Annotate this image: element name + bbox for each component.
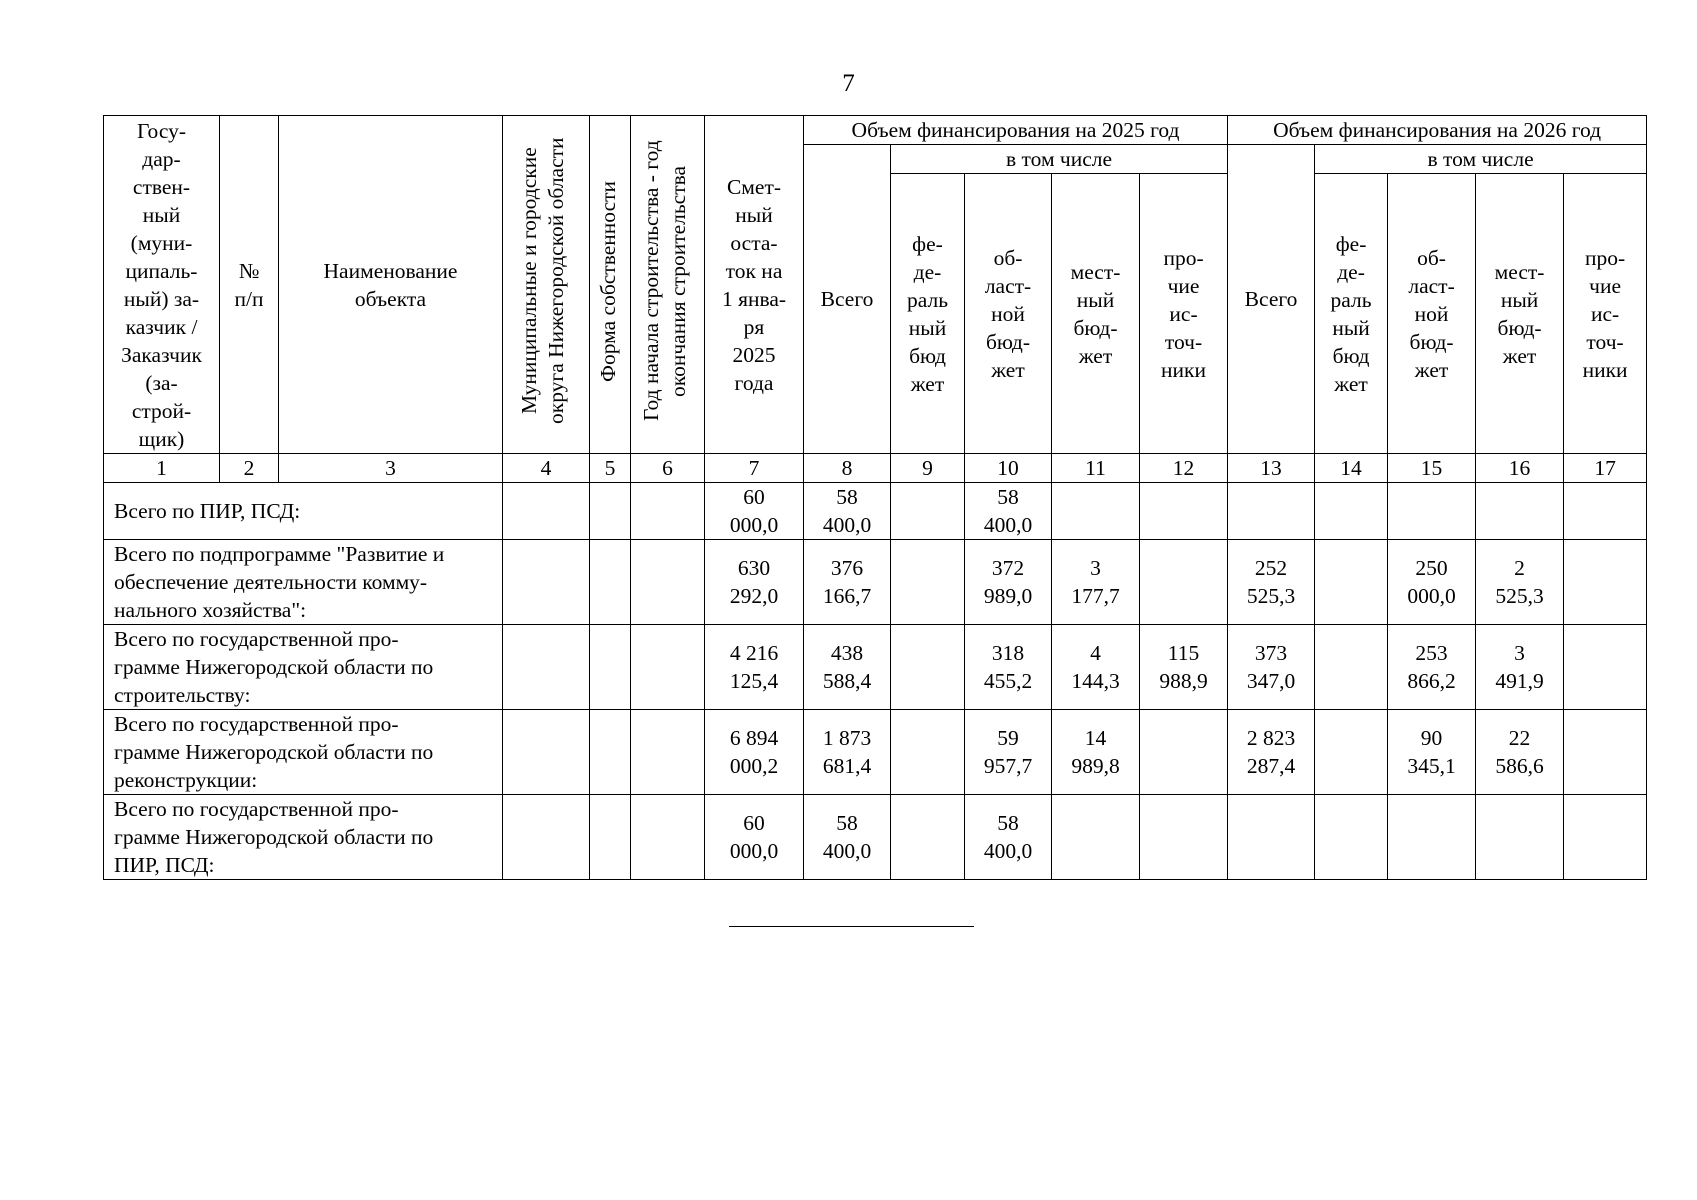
table-cell — [631, 625, 705, 710]
table-cell: 58 400,0 — [965, 483, 1052, 540]
table-cell — [1564, 483, 1647, 540]
column-number: 2 — [220, 454, 279, 483]
table-cell — [1315, 710, 1388, 795]
table-cell — [891, 483, 965, 540]
header-including-2026: в том числе — [1315, 145, 1647, 174]
table-cell — [891, 710, 965, 795]
table-cell — [631, 710, 705, 795]
table-cell — [1315, 625, 1388, 710]
row-label: Всего по государственной про- грамме Нижегородской области по строительству: — [104, 625, 503, 710]
table-cell — [1476, 483, 1564, 540]
table-cell: 3 177,7 — [1052, 540, 1140, 625]
header-ownership-text: Форма собственности — [596, 180, 620, 382]
table-cell — [503, 540, 590, 625]
column-number: 12 — [1140, 454, 1228, 483]
table-cell: 3 491,9 — [1476, 625, 1564, 710]
column-number: 15 — [1388, 454, 1476, 483]
page-number: 7 — [842, 70, 855, 97]
header-local-2026: мест- ный бюд- жет — [1476, 174, 1564, 454]
table-cell — [503, 483, 590, 540]
table-cell: 2 823 287,4 — [1228, 710, 1315, 795]
table-cell: 60 000,0 — [705, 483, 804, 540]
table-cell: 58 400,0 — [804, 795, 891, 880]
table-cell: 22 586,6 — [1476, 710, 1564, 795]
table-cell — [1140, 540, 1228, 625]
table-cell — [1228, 483, 1315, 540]
footer-rule — [729, 926, 974, 927]
column-number: 5 — [590, 454, 631, 483]
table-cell — [1140, 710, 1228, 795]
header-funding-2026: Объем финансирования на 2026 год — [1228, 116, 1647, 145]
table-cell: 2 525,3 — [1476, 540, 1564, 625]
table-cell — [1315, 540, 1388, 625]
table-row — [104, 795, 1647, 880]
column-number: 9 — [891, 454, 965, 483]
table-cell: 58 400,0 — [965, 795, 1052, 880]
table-cell — [590, 483, 631, 540]
header-regional-2025: об- ласт- ной бюд- жет — [965, 174, 1052, 454]
table-cell: 373 347,0 — [1228, 625, 1315, 710]
table-cell: 115 988,9 — [1140, 625, 1228, 710]
header-ownership — [590, 116, 631, 454]
table-cell — [1315, 795, 1388, 880]
table-row — [104, 540, 1647, 625]
table-cell: 58 400,0 — [804, 483, 891, 540]
table-row — [104, 710, 1647, 795]
table-cell: 372 989,0 — [965, 540, 1052, 625]
column-number: 8 — [804, 454, 891, 483]
table-cell — [1564, 540, 1647, 625]
table-cell — [1564, 625, 1647, 710]
table-cell — [1388, 483, 1476, 540]
table-cell — [1564, 795, 1647, 880]
header-other-2025: про- чие ис- точ- ники — [1140, 174, 1228, 454]
table-cell — [1052, 483, 1140, 540]
column-number: 17 — [1564, 454, 1647, 483]
header-years-text: Год начала строительства - год окончания строительства — [638, 140, 690, 422]
row-label: Всего по ПИР, ПСД: — [104, 483, 503, 540]
table-cell — [891, 540, 965, 625]
header-municipality — [503, 116, 590, 454]
table-cell — [631, 540, 705, 625]
table-cell — [590, 625, 631, 710]
header-federal-2026: фе- де- раль ный бюд жет — [1315, 174, 1388, 454]
header-municipality-text: Муниципальные и городские округа Нижегородской области — [517, 137, 568, 425]
table-cell: 4 144,3 — [1052, 625, 1140, 710]
table-cell — [503, 795, 590, 880]
table-cell: 250 000,0 — [1388, 540, 1476, 625]
row-label: Всего по государственной про- грамме Нижегородской области по реконструкции: — [104, 710, 503, 795]
header-num: № п/п — [220, 116, 279, 454]
column-number: 13 — [1228, 454, 1315, 483]
table-cell — [1228, 795, 1315, 880]
header-regional-2026: об- ласт- ной бюд- жет — [1388, 174, 1476, 454]
table-cell: 60 000,0 — [705, 795, 804, 880]
column-number: 16 — [1476, 454, 1564, 483]
table-cell: 318 455,2 — [965, 625, 1052, 710]
header-total-2025: Всего — [804, 145, 891, 454]
table-cell: 630 292,0 — [705, 540, 804, 625]
table-body — [104, 483, 1647, 880]
column-number: 10 — [965, 454, 1052, 483]
column-number: 14 — [1315, 454, 1388, 483]
table-cell — [891, 625, 965, 710]
financing-table — [103, 115, 1647, 880]
table-cell: 14 989,8 — [1052, 710, 1140, 795]
table-cell — [1564, 710, 1647, 795]
table-cell — [590, 540, 631, 625]
table-cell: 59 957,7 — [965, 710, 1052, 795]
table-cell: 6 894 000,2 — [705, 710, 804, 795]
column-number: 3 — [279, 454, 503, 483]
header-estimate-remainder: Смет- ный оста- ток на 1 янва- ря 2025 года — [705, 116, 804, 454]
table-cell: 376 166,7 — [804, 540, 891, 625]
table-row — [104, 625, 1647, 710]
table-cell — [590, 795, 631, 880]
table-cell — [891, 795, 965, 880]
column-number: 4 — [503, 454, 590, 483]
table-cell — [1140, 483, 1228, 540]
table-cell — [590, 710, 631, 795]
table-cell — [503, 625, 590, 710]
header-total-2026: Всего — [1228, 145, 1315, 454]
table-cell — [1052, 795, 1140, 880]
table-cell — [1388, 795, 1476, 880]
header-other-2026: про- чие ис- точ- ники — [1564, 174, 1647, 454]
table-cell: 1 873 681,4 — [804, 710, 891, 795]
header-object-name: Наименование объекта — [279, 116, 503, 454]
table-cell — [631, 795, 705, 880]
table-cell — [503, 710, 590, 795]
column-number: 6 — [631, 454, 705, 483]
row-label: Всего по подпрограмме "Развитие и обеспечение деятельности комму- нального хозяйства": — [104, 540, 503, 625]
table-row — [104, 483, 1647, 540]
column-number: 11 — [1052, 454, 1140, 483]
column-number: 7 — [705, 454, 804, 483]
table-cell: 90 345,1 — [1388, 710, 1476, 795]
table-cell — [631, 483, 705, 540]
table-cell: 253 866,2 — [1388, 625, 1476, 710]
header-including-2025: в том числе — [891, 145, 1228, 174]
header-local-2025: мест- ный бюд- жет — [1052, 174, 1140, 454]
table-cell — [1476, 795, 1564, 880]
table-cell: 252 525,3 — [1228, 540, 1315, 625]
header-federal-2025: фе- де- раль ный бюд жет — [891, 174, 965, 454]
column-number: 1 — [104, 454, 220, 483]
header-years — [631, 116, 705, 454]
table-cell — [1140, 795, 1228, 880]
table-cell: 4 216 125,4 — [705, 625, 804, 710]
header-funding-2025: Объем финансирования на 2025 год — [804, 116, 1228, 145]
header-customer: Госу- дар- ствен- ный (муни- ципаль- ный) за- казчик / Заказчик (за- строй- щик) — [104, 116, 220, 454]
table-cell: 438 588,4 — [804, 625, 891, 710]
table-cell — [1315, 483, 1388, 540]
row-label: Всего по государственной про- грамме Нижегородской области по ПИР, ПСД: — [104, 795, 503, 880]
column-number-row — [104, 454, 1647, 483]
